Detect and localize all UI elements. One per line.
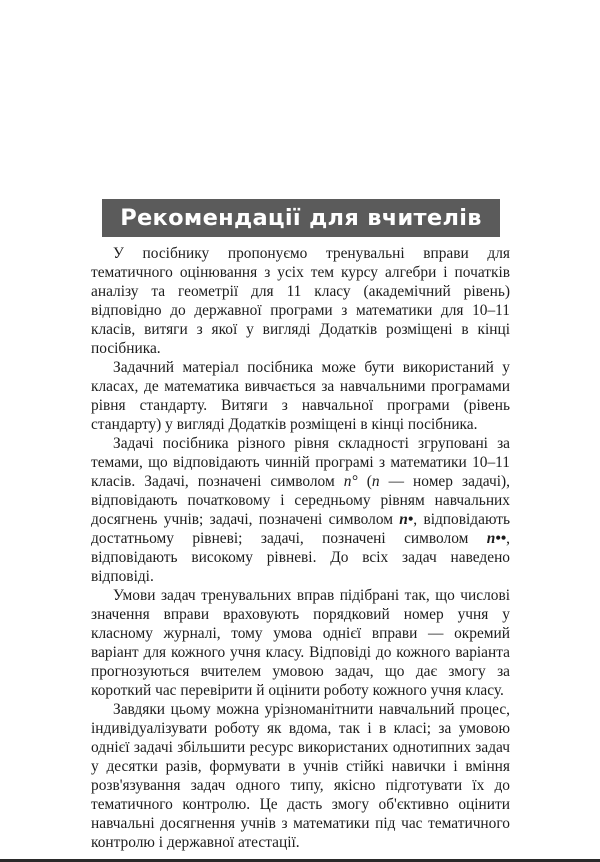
paragraph-3-text: ( bbox=[357, 473, 372, 490]
symbol-n: n bbox=[371, 473, 380, 490]
paragraph-3-text: — номер задачі), відповідають початковому і середньому рівням навчальних досягнень учнів; задачі, позначені символом bbox=[91, 473, 510, 528]
paragraph-3-text: Задачі посібника різного рівня складності згруповані за темами, що відповідають чинній програмі з математики 10–11 класів. Задачі, позначені символом bbox=[91, 435, 510, 490]
symbol-basic-level: n° bbox=[343, 473, 358, 490]
paragraph-5: Завдяки цьому можна урізноманітнити навчальний процес, індивідуалізувати роботу як вдома, так і в класі; за умовою однієї задачі збільшити ресурс використаних однотипних задач у десятки разів, формувати в учнів стійкі навички і вміння розв'язування задач одного типу, якісно підготувати їх до тематичного контролю. Це дасть змогу об'єктивно оцінити навчальні досягнення учнів з математики під час тематичного контролю і державної атестації. bbox=[91, 701, 510, 851]
section-heading-bar bbox=[102, 199, 500, 237]
body-text bbox=[91, 244, 510, 852]
paragraph-3-text: , відповідають достатньому рівневі; задачі, позначені символом bbox=[91, 511, 510, 547]
section-heading: Рекомендації для вчителів bbox=[120, 205, 482, 231]
paragraph-3-text: , відповідають високому рівневі. До всіх задач наведено відповіді. bbox=[91, 530, 510, 585]
paragraph-1: У посібнику пропонуємо тренувальні вправи для тематичного оцінювання з усіх тем курсу алгебри і початків аналізу та геометрії для 11 класу (академічний рівень) відповідно до державної програми з математики для 10–11 класів, витяги з якої у вигляді Додатків розміщені в кінці посібника. bbox=[91, 245, 510, 357]
paragraph-2: Задачний матеріал посібника може бути використаний у класах, де математика вивчається за навчальними програмами рівня стандарту. Витяги з навчальної програми (рівень стандарту) у вигляді Додатків розміщені в кінці посібника. bbox=[91, 359, 510, 433]
paragraph-4: Умови задач тренувальних вправ підібрані так, що числові значення вправи враховують порядковий номер учня у класному журналі, тому умова однієї вправи — окремий варіант для кожного учня класу. Відповіді до кожного варіанта прогнозуються вчителем умовою задач, що дає змогу за короткий час перевірити й оцінити роботу кожного учня класу. bbox=[91, 587, 510, 699]
paragraph-3 bbox=[91, 434, 510, 586]
symbol-high-level: n•• bbox=[486, 530, 507, 547]
symbol-sufficient-level: n• bbox=[399, 511, 414, 528]
